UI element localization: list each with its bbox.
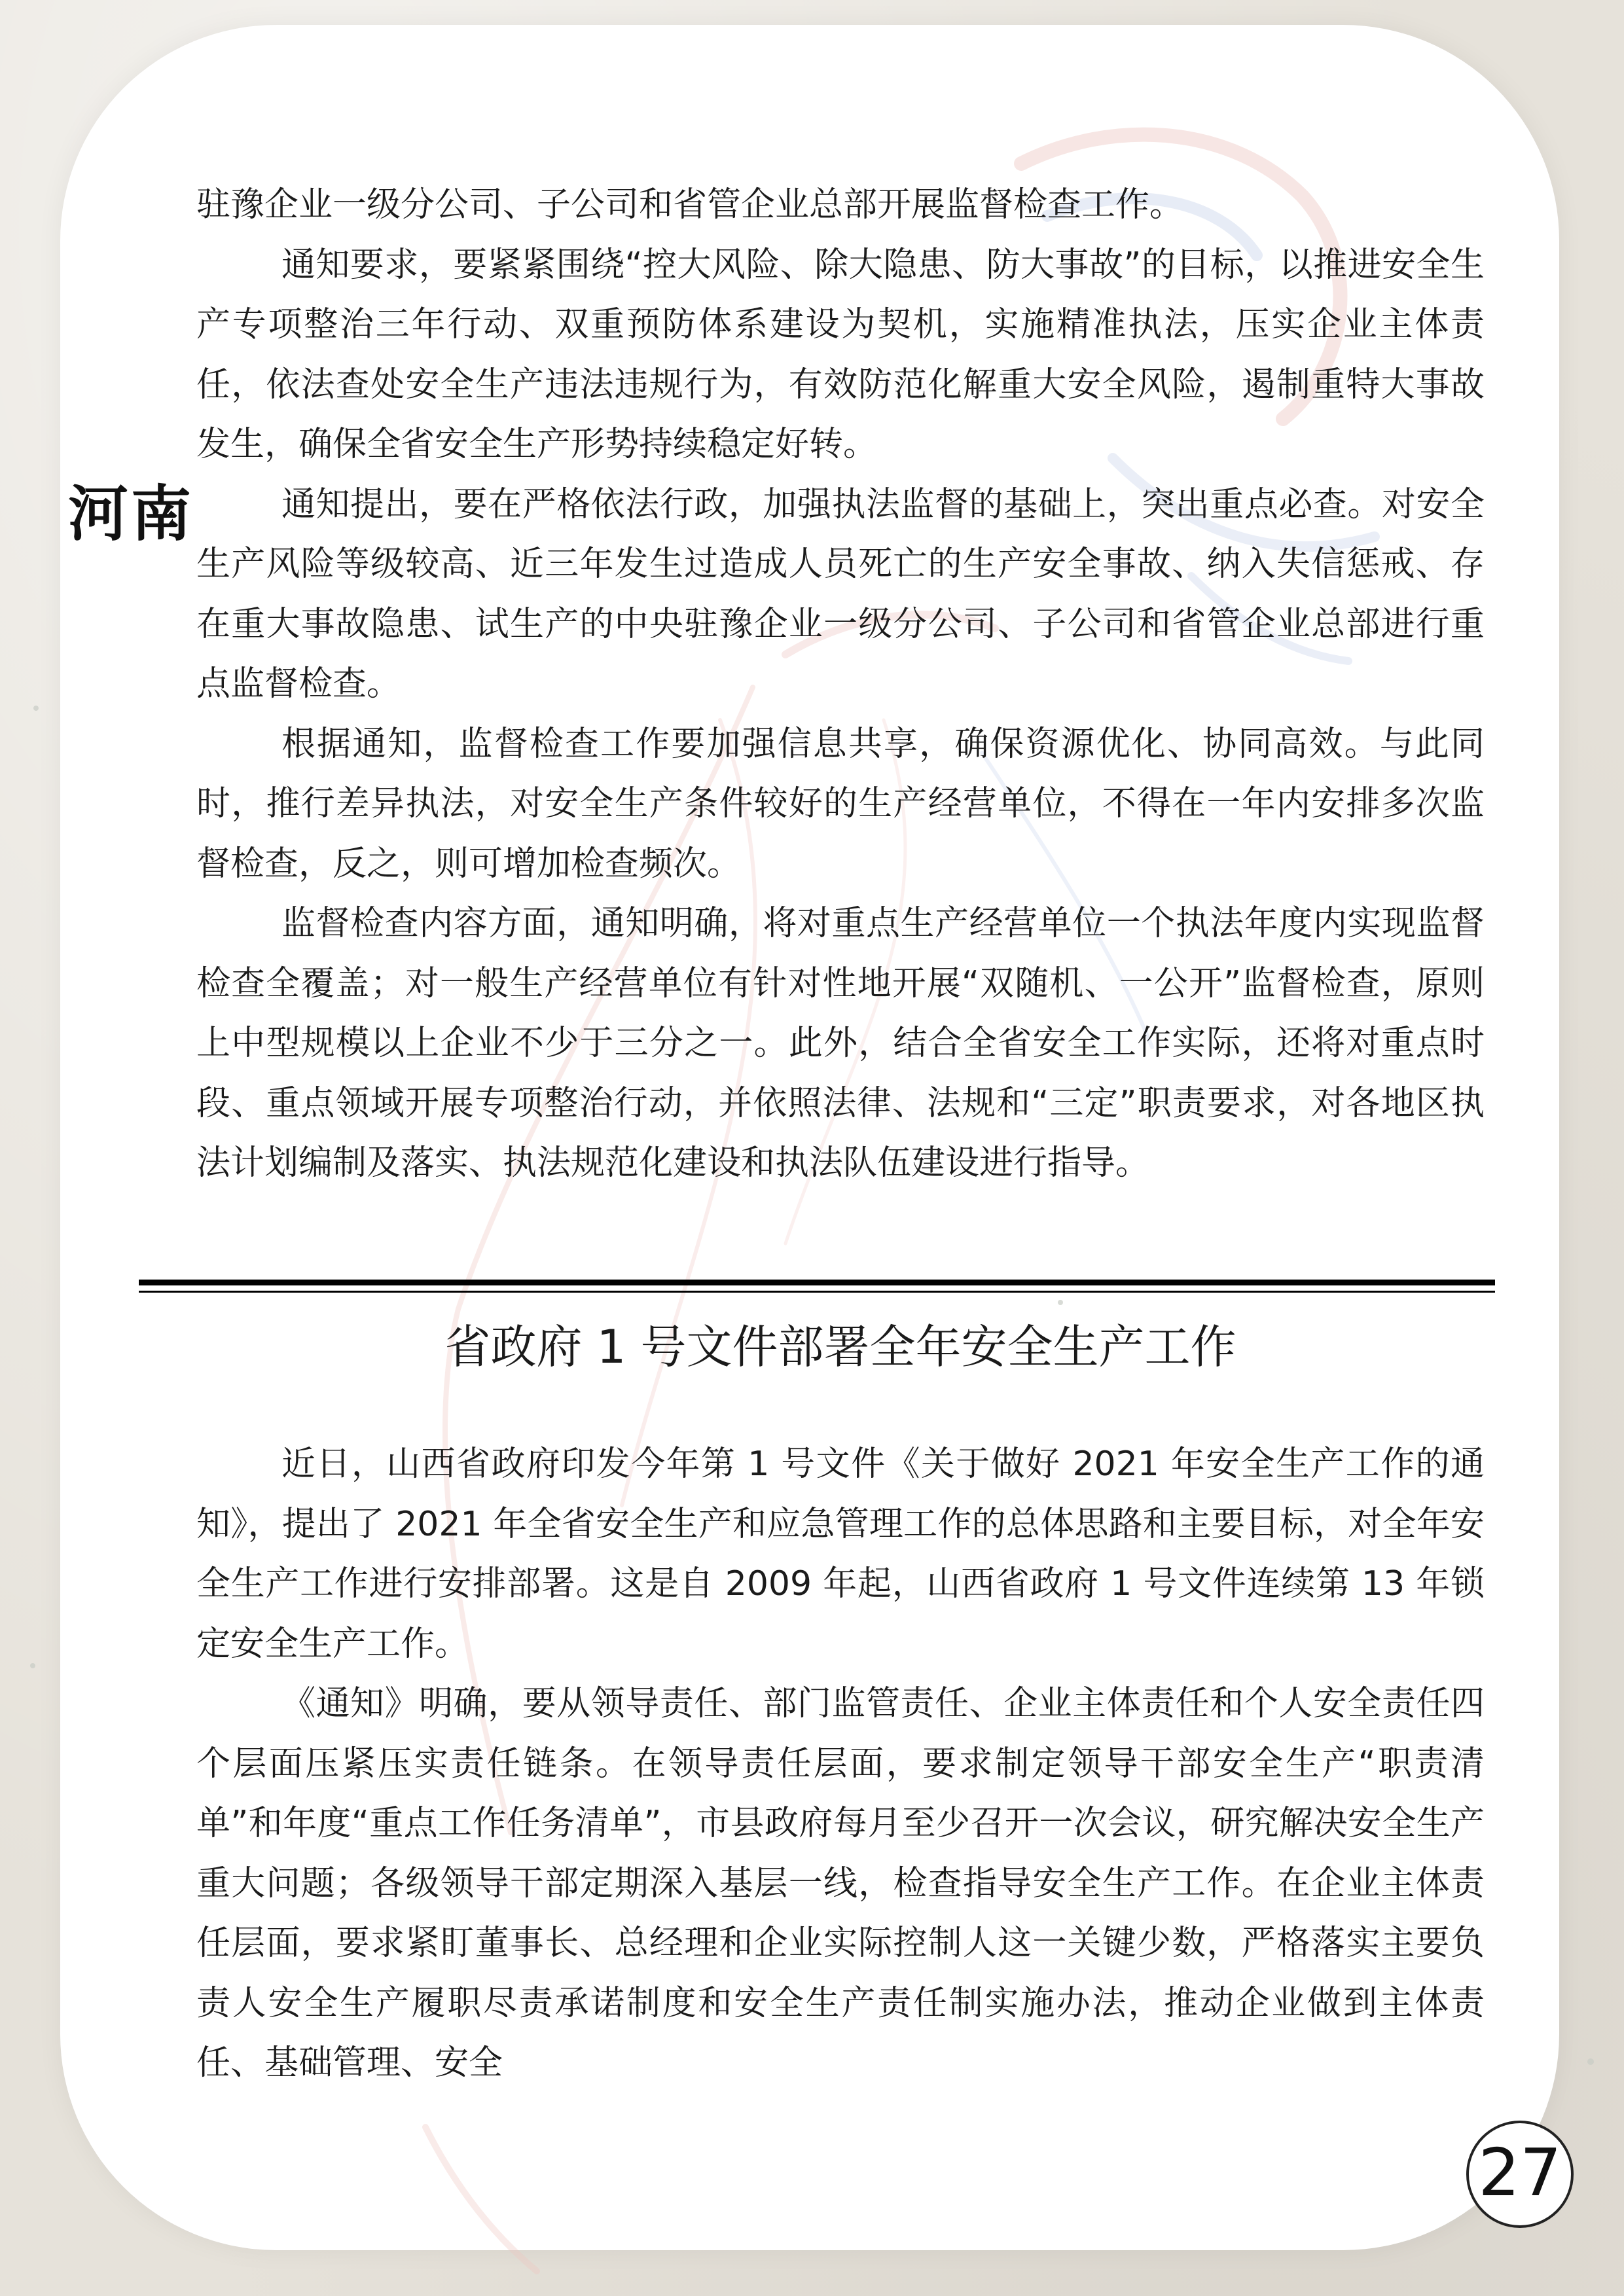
section-divider-thick <box>139 1280 1495 1285</box>
paragraph: 《通知》明确，要从领导责任、部门监管责任、企业主体责任和个人安全责任四个层面压紧压实责任链条。在领导责任层面，要求制定领导干部安全生产“职责清单”和年度“重点工作任务清单”，市县政府每月至少召开一次会议，研究解决安全生产重大问题；各级领导干部定期深入基层一线，检查指导安全生产工作。在企业主体责任层面，要求紧盯董事长、总经理和企业实际控制人这一关键少数，严格落实主要负责人安全生产履职尽责承诺制度和安全生产责任制实施办法，推动企业做到主体责任、基础管理、安全 <box>196 1684 1485 2083</box>
paragraph: 通知提出，要在严格依法行政，加强执法监督的基础上，突出重点必查。对安全生产风险等级较高、近三年发生过造成人员死亡的生产安全事故、纳入失信惩戒、存在重大事故隐患、试生产的中央驻豫企业一级分公司、子公司和省管企业总部进行重点监督检查。 <box>196 484 1485 704</box>
article-bottom <box>196 1435 1485 2094</box>
article-top <box>196 175 1485 1194</box>
region-label: 河南 <box>68 479 194 549</box>
page-number: 27 <box>1466 2121 1574 2228</box>
paragraph-continued: 驻豫企业一级分公司、子公司和省管企业总部开展监督检查工作。 <box>196 185 1184 224</box>
paragraph: 根据通知，监督检查工作要加强信息共享，确保资源优化、协同高效。与此同时，推行差异执法，对安全生产条件较好的生产经营单位，不得在一年内安排多次监督检查，反之，则可增加检查频次。 <box>196 724 1485 884</box>
paragraph: 监督检查内容方面，通知明确，将对重点生产经营单位一个执法年度内实现监督检查全覆盖；对一般生产经营单位有针对性地开展“双随机、一公开”监督检查，原则上中型规模以上企业不少于三分之一。此外，结合全省安全工作实际，还将对重点时段、重点领域开展专项整治行动，并依照法律、法规和“三定”职责要求，对各地区执法计划编制及落实、执法规范化建设和执法队伍建设进行指导。 <box>196 904 1485 1183</box>
section-title: 省政府 1 号文件部署全年安全生产工作 <box>444 1320 1236 1374</box>
paragraph: 近日，山西省政府印发今年第 1 号文件《关于做好 2021 年安全生产工作的通知》，提出了 2021 年全省安全生产和应急管理工作的总体思路和主要目标，对全年安全生产工作进行安排部署。这是自 2009 年起，山西省政府 1 号文件连续第 13 年锁定安全生产工作。 <box>196 1444 1485 1664</box>
section-divider-thin <box>139 1291 1495 1293</box>
paragraph: 通知要求，要紧紧围绕“控大风险、除大隐患、防大事故”的目标，以推进安全生产专项整治三年行动、双重预防体系建设为契机，实施精准执法，压实企业主体责任，依法查处安全生产违法违规行为，有效防范化解重大安全风险，遏制重特大事故发生，确保全省安全生产形势持续稳定好转。 <box>196 245 1485 464</box>
